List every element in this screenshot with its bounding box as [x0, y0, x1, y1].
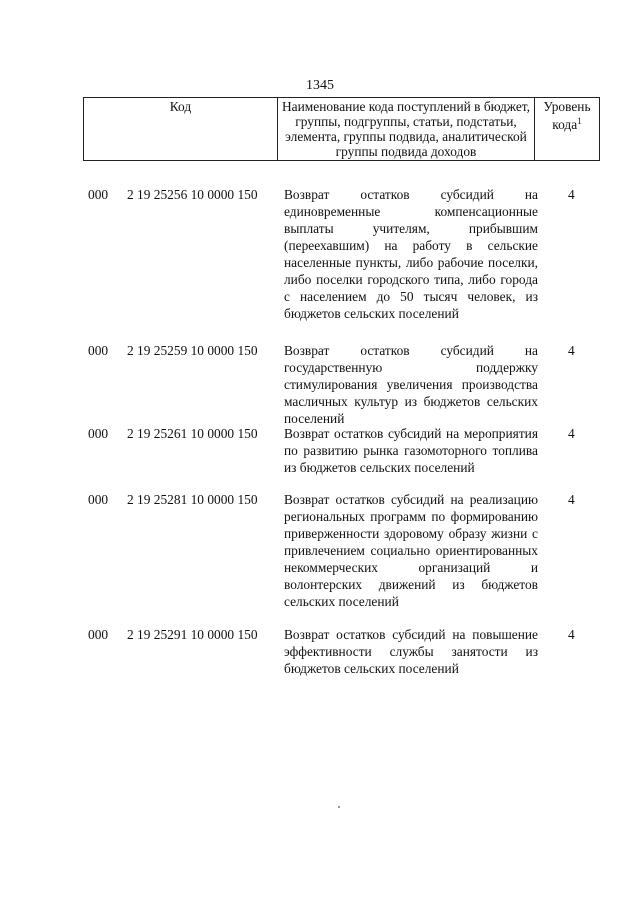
row-prefix: 000 — [88, 627, 109, 642]
row-prefix: 000 — [88, 187, 109, 202]
row-code: 2 19 25259 10 0000 150 — [127, 343, 258, 358]
row-level: 4 — [568, 627, 575, 642]
row-name: Возврат остатков субсидий на единовременные компенсационные выплаты учителям, прибывшим (переехавшим) на работу в сельские населенные пункты, либо рабочие поселки, либо поселки городского типа, либо города с населением до 50 тысяч человек, из бюджетов сельских поселений — [284, 187, 538, 321]
row-name: Возврат остатков субсидий на повышение эффективности службы занятости из бюджетов сельских поселений — [284, 627, 538, 676]
header-level — [535, 98, 600, 161]
row-code: 2 19 25256 10 0000 150 — [127, 187, 258, 202]
row-name: Возврат остатков субсидий на мероприятия по развитию рынка газомоторного топлива из бюджетов сельских поселений — [284, 426, 538, 475]
table-row — [0, 342, 640, 425]
row-code: 2 19 25281 10 0000 150 — [127, 492, 258, 507]
row-code: 2 19 25291 10 0000 150 — [127, 627, 258, 642]
row-level: 4 — [568, 187, 575, 202]
header-name: Наименование кода поступлений в бюджет, группы, подгруппы, статьи, подстатьи, элемента, группы подвида, аналитической группы подвида доходов — [278, 98, 535, 161]
table-row — [0, 626, 640, 696]
page-number: 1345 — [306, 78, 334, 93]
row-name: Возврат остатков субсидий на государственную поддержку стимулирования увеличения производства масличных культур из бюджетов сельских поселений — [284, 343, 538, 426]
row-name: Возврат остатков субсидий на реализацию региональных программ по формированию приверженности здоровому образу жизни с привлечением социально ориентированных некоммерческих организаций и волонтерских движений из бюджетов сельских поселений — [284, 492, 538, 609]
table-row — [0, 186, 640, 342]
table-body — [0, 186, 640, 696]
row-code: 2 19 25261 10 0000 150 — [127, 426, 258, 441]
header-code: Код — [84, 98, 278, 161]
row-prefix: 000 — [88, 426, 109, 441]
table-row — [0, 491, 640, 626]
row-level: 4 — [568, 343, 575, 358]
row-prefix: 000 — [88, 343, 109, 358]
table-row — [0, 425, 640, 491]
row-prefix: 000 — [88, 492, 109, 507]
row-level: 4 — [568, 426, 575, 441]
header-level-label: Уровень кода — [543, 99, 591, 132]
row-level: 4 — [568, 492, 575, 507]
scan-artifact — [338, 806, 340, 808]
table-header — [83, 97, 600, 161]
footnote-marker: 1 — [577, 116, 582, 126]
